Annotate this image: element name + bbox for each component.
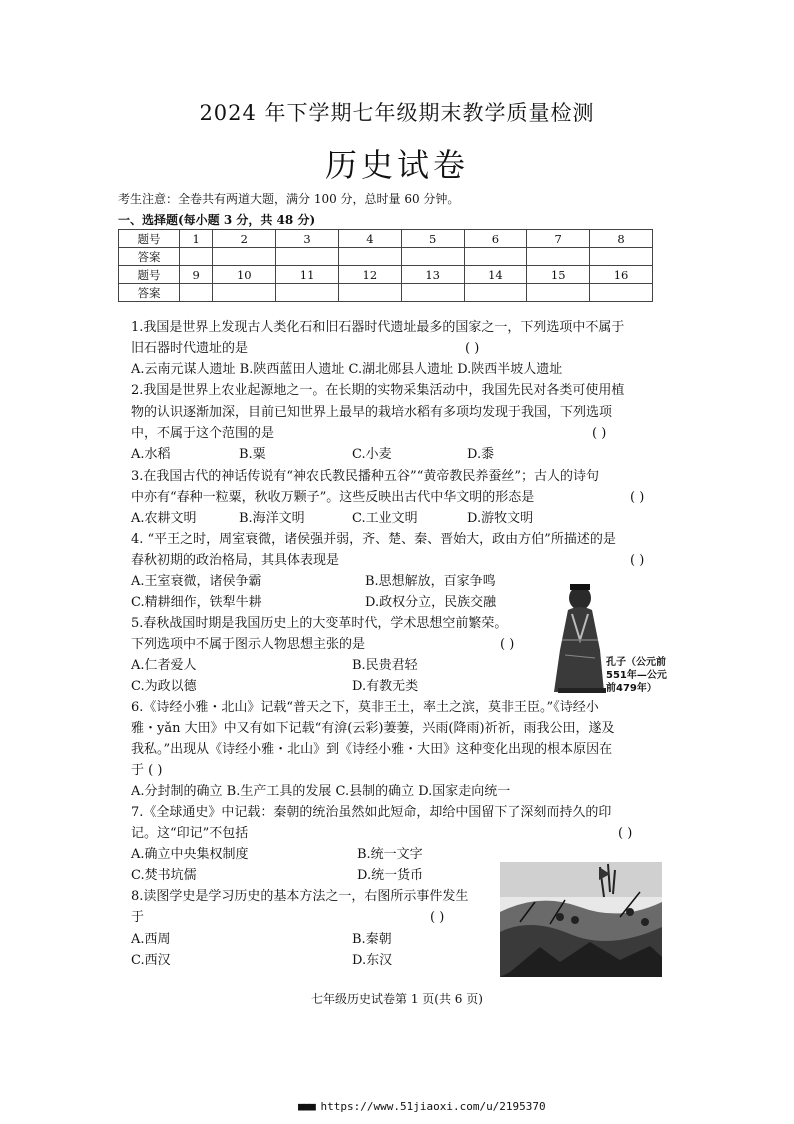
exam-notice: 考生注意：全卷共有两道大题，满分 100 分，总时量 60 分钟。 xyxy=(118,192,460,206)
table-row xyxy=(119,266,653,284)
answer-cell[interactable] xyxy=(401,284,464,302)
q4-stem-2: 春秋初期的政治格局，其具体表现是 xyxy=(131,553,340,568)
q1-answer-paren: ( ) xyxy=(465,341,480,356)
q4-option-b: B.思想解放，百家争鸣 xyxy=(365,574,496,589)
q4-answer-paren: ( ) xyxy=(630,553,645,568)
q2-option-a: A.水稻 xyxy=(131,447,171,462)
exam-title: 历史试卷 xyxy=(324,146,469,184)
battle-scene-image xyxy=(500,862,662,977)
answer-table xyxy=(118,229,653,302)
q5-option-b: B.民贵君轻 xyxy=(352,658,418,673)
answer-cell[interactable] xyxy=(527,284,590,302)
q7-option-b: B.统一文字 xyxy=(357,847,423,862)
q3-option-b: B.海洋文明 xyxy=(239,511,305,526)
answer-cell[interactable] xyxy=(213,248,276,266)
table-cell: 9 xyxy=(180,266,213,284)
page-footer: 七年级历史试卷第 1 页(共 6 页) xyxy=(311,992,483,1006)
q3-option-d: D.游牧文明 xyxy=(467,511,534,526)
table-row xyxy=(119,284,653,302)
q3-option-c: C.工业文明 xyxy=(352,511,418,526)
q7-answer-paren: ( ) xyxy=(618,826,633,841)
table-cell: 14 xyxy=(464,266,527,284)
q6-stem-3: 我私。”出现从《诗经小雅・北山》到《诗经小雅・大田》这种变化出现的根本原因在 xyxy=(131,742,613,757)
table-cell: 题号 xyxy=(119,230,180,248)
confucius-portrait xyxy=(540,580,665,695)
q8-option-d: D.东汉 xyxy=(352,953,393,968)
table-cell: 10 xyxy=(213,266,276,284)
q2-option-d: D.黍 xyxy=(467,447,495,462)
section-heading: 一、选择题(每小题 3 分，共 48 分) xyxy=(118,213,316,227)
exam-heading: 2024 年下学期七年级期末教学质量检测 xyxy=(199,101,595,125)
source-url xyxy=(298,1100,546,1113)
table-cell: 6 xyxy=(464,230,527,248)
answer-cell[interactable] xyxy=(180,248,213,266)
q3-stem-2: 中亦有“春种一粒粟，秋收万颗子”。这些反映出古代中华文明的形态是 xyxy=(131,490,535,505)
answer-cell[interactable] xyxy=(338,248,401,266)
table-cell: 4 xyxy=(338,230,401,248)
q8-option-c: C.西汉 xyxy=(131,953,171,968)
table-cell: 1 xyxy=(180,230,213,248)
table-cell: 11 xyxy=(276,266,339,284)
answer-cell[interactable] xyxy=(401,248,464,266)
table-cell: 8 xyxy=(590,230,653,248)
table-cell: 16 xyxy=(590,266,653,284)
table-row xyxy=(119,248,653,266)
table-cell: 15 xyxy=(527,266,590,284)
answer-cell[interactable] xyxy=(590,284,653,302)
q8-stem-2: 于 xyxy=(131,910,145,925)
q3-answer-paren: ( ) xyxy=(630,490,645,505)
table-cell: 答案 xyxy=(119,284,180,302)
q5-stem-2: 下列选项中不属于图示人物思想主张的是 xyxy=(131,637,366,652)
q1-options: A.云南元谋人遗址 B.陕西蓝田人遗址 C.湖北郧县人遗址 D.陕西半坡人遗址 xyxy=(131,362,563,377)
q5-option-a: A.仁者爱人 xyxy=(131,658,197,673)
table-cell: 题号 xyxy=(119,266,180,284)
q5-option-c: C.为政以德 xyxy=(131,679,197,694)
url-text: https://www.51jiaoxi.com/u/2195370 xyxy=(320,1100,546,1113)
q7-stem-2: 记。这“印记”不包括 xyxy=(131,826,249,841)
q2-stem-3: 中，不属于这个范围的是 xyxy=(131,426,275,441)
answer-cell[interactable] xyxy=(590,248,653,266)
battle-scene-icon xyxy=(500,862,662,977)
q6-stem-2: 雅・yǎn 大田》中又有如下记载“有渰(云彩)萋萋，兴雨(降雨)祈祈，雨我公田，遂及 xyxy=(131,721,615,736)
portrait-caption-1: 孔子（公元前 xyxy=(606,657,666,668)
q4-option-c: C.精耕细作，铁犁牛耕 xyxy=(131,595,262,610)
answer-cell[interactable] xyxy=(464,248,527,266)
portrait-caption-2: 551年—公元 xyxy=(606,670,667,681)
q2-option-b: B.粟 xyxy=(239,447,266,462)
answer-cell[interactable] xyxy=(276,284,339,302)
q8-option-b: B.秦朝 xyxy=(352,932,392,947)
q8-option-a: A.西周 xyxy=(131,932,171,947)
table-cell: 3 xyxy=(276,230,339,248)
table-cell: 7 xyxy=(527,230,590,248)
table-cell: 答案 xyxy=(119,248,180,266)
watermark-icon: ■■■ xyxy=(298,1100,321,1113)
table-cell: 13 xyxy=(401,266,464,284)
q7-option-d: D.统一货币 xyxy=(357,868,424,883)
q2-answer-paren: ( ) xyxy=(592,426,607,441)
q8-answer-paren: ( ) xyxy=(430,910,445,925)
q4-option-d: D.政权分立，民族交融 xyxy=(365,595,497,610)
answer-cell[interactable] xyxy=(338,284,401,302)
answer-cell[interactable] xyxy=(527,248,590,266)
q3-stem-1: 3.在我国古代的神话传说有“神农氏教民播种五谷”“黄帝教民养蚕丝”；古人的诗句 xyxy=(131,469,599,484)
q5-option-d: D.有教无类 xyxy=(352,679,419,694)
table-cell: 12 xyxy=(338,266,401,284)
q4-stem-1: 4. “平王之时，周室衰微，诸侯强并弱，齐、楚、秦、晋始大，政由方伯”所描述的是 xyxy=(131,532,616,547)
q2-stem-1: 2.我国是世界上农业起源地之一。在长期的实物采集活动中，我国先民对各类可使用植 xyxy=(131,383,625,398)
answer-cell[interactable] xyxy=(276,248,339,266)
q6-options: A.分封制的确立 B.生产工具的发展 C.县制的确立 D.国家走向统一 xyxy=(131,784,511,799)
q6-stem-1: 6.《诗经小雅・北山》记载“普天之下，莫非王土，率土之滨，莫非王臣。”《诗经小 xyxy=(131,700,599,715)
table-row xyxy=(119,230,653,248)
answer-cell[interactable] xyxy=(213,284,276,302)
q2-option-c: C.小麦 xyxy=(352,447,392,462)
q4-option-a: A.王室衰微，诸侯争霸 xyxy=(131,574,262,589)
q7-stem-1: 7.《全球通史》中记载：秦朝的统治虽然如此短命，却给中国留下了深刻而持久的印 xyxy=(131,805,612,820)
q5-answer-paren: ( ) xyxy=(500,637,515,652)
answer-cell[interactable] xyxy=(464,284,527,302)
answer-cell[interactable] xyxy=(180,284,213,302)
q1-stem-2: 旧石器时代遗址的是 xyxy=(131,341,249,356)
portrait-caption-3: 前479年） xyxy=(606,683,657,694)
q8-stem-1: 8.读图学史是学习历史的基本方法之一，右图所示事件发生 xyxy=(131,889,469,904)
q1-stem-1: 1.我国是世界上发现古人类化石和旧石器时代遗址最多的国家之一，下列选项中不属于 xyxy=(131,320,625,335)
q2-stem-2: 物的认识逐渐加深，目前已知世界上最早的栽培水稻有多项均发现于我国，下列选项 xyxy=(131,405,613,420)
q3-option-a: A.农耕文明 xyxy=(131,511,197,526)
q7-option-c: C.焚书坑儒 xyxy=(131,868,197,883)
table-cell: 5 xyxy=(401,230,464,248)
q5-stem-1: 5.春秋战国时期是我国历史上的大变革时代，学术思想空前繁荣。 xyxy=(131,616,508,631)
table-cell: 2 xyxy=(213,230,276,248)
q6-stem-4: 于 ( ) xyxy=(131,763,163,778)
q7-option-a: A.确立中央集权制度 xyxy=(131,847,249,862)
